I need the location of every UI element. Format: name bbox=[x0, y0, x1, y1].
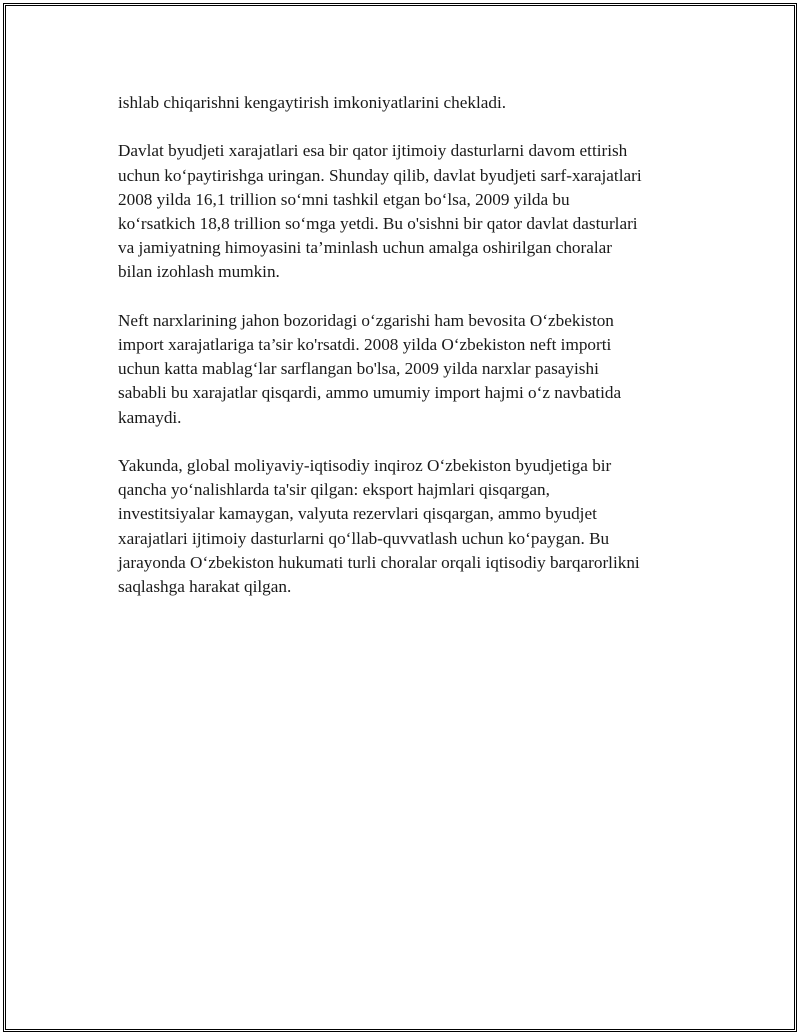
text-line: investitsiyalar kamaygan, valyuta rezervlari qisqargan, ammo byudjet bbox=[118, 504, 597, 524]
text-line: qancha yoʻnalishlarda ta'sir qilgan: eksport hajmlari qisqargan, bbox=[118, 480, 550, 500]
paragraph-1 bbox=[118, 91, 688, 115]
paragraph-4 bbox=[118, 454, 688, 599]
text-line: uchun koʻpaytirishga uringan. Shunday qilib, davlat byudjeti sarf-xarajatlari bbox=[118, 165, 642, 185]
text-line: saqlashga harakat qilgan. bbox=[118, 577, 292, 597]
text-line: uchun katta mablagʻlar sarflangan bo'lsa, 2009 yilda narxlar pasayishi bbox=[118, 359, 599, 379]
text-line: kamaydi. bbox=[118, 407, 182, 427]
text-line: bilan izohlash mumkin. bbox=[118, 262, 280, 282]
text-line: va jamiyatning himoyasini ta’minlash uchun amalga oshirilgan choralar bbox=[118, 238, 613, 258]
text-line: Neft narxlarining jahon bozoridagi oʻzgarishi ham bevosita Oʻzbekiston bbox=[118, 310, 614, 330]
text-line: koʻrsatkich 18,8 trillion soʻmga yetdi. Bu o'sishni bir qator davlat dasturlari bbox=[118, 214, 638, 233]
text-line: jarayonda Oʻzbekiston hukumati turli choralar orqali iqtisodiy barqarorlikni bbox=[118, 552, 640, 572]
paragraph-2 bbox=[118, 139, 688, 284]
text-line: Yakunda, global moliyaviy-iqtisodiy inqiroz Oʻzbekiston byudjetiga bir bbox=[118, 456, 612, 475]
text-line: import xarajatlariga ta’sir ko'rsatdi. 2008 yilda Oʻzbekiston neft importi bbox=[118, 335, 612, 354]
paragraph-3 bbox=[118, 309, 688, 430]
text-line: ishlab chiqarishni kengaytirish imkoniyatlarini chekladi. bbox=[118, 93, 507, 112]
text-line: Davlat byudjeti xarajatlari esa bir qator ijtimoiy dasturlarni davom ettirish bbox=[118, 141, 628, 161]
text-line: sababli bu xarajatlar qisqardi, ammo umumiy import hajmi oʻz navbatida bbox=[118, 383, 622, 403]
text-line: 2008 yilda 16,1 trillion soʻmni tashkil etgan boʻlsa, 2009 yilda bu bbox=[118, 189, 570, 209]
document-body bbox=[118, 91, 688, 623]
text-line: xarajatlari ijtimoiy dasturlarni qoʻllab-quvvatlash uchun koʻpaygan. Bu bbox=[118, 528, 610, 548]
